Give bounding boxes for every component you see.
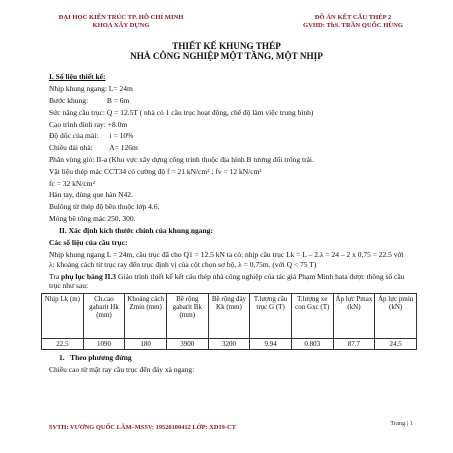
design-item: Sức nâng cầu trục: Q = 12.5T ( nhà có 1 cầu trục hoạt động, chế độ làm việc trung bình) xyxy=(49,107,314,117)
table-cell: 3200 xyxy=(208,339,250,350)
design-item: Chiều dài nhà: A= 126m xyxy=(49,143,138,153)
crane-span-paragraph: Nhịp khung ngang L = 24m, cầu trục đã cho Q1 = 12.5 kN ta có: nhịp cầu trục Lk = L – 2.λ = 24 – 2 x 0,75 = 22.5 với λ: khoảng cách từ trục ray đến trục định vị của cột chọn sơ bộ, λ = 0,75m. (với Q < 75 T) xyxy=(49,250,404,269)
table-cell: 1090 xyxy=(83,339,125,350)
document-title xyxy=(0,41,453,61)
table-header-cell: T.lượng xe con Gxc (T) xyxy=(291,294,333,339)
design-item: Móng bê tông mác 250, 300. xyxy=(49,214,136,224)
design-item: Bulông từ thép độ bền thuộc lớp 4.6. xyxy=(49,202,160,212)
table-header-cell: Nhịp Lk (m) xyxy=(42,294,84,339)
design-item: fc = 32 kN/cm² xyxy=(49,178,95,188)
table-reference-paragraph: Tra phụ lục bảng II.3 Giáo trình thiết kế kết cấu thép nhà công nghiệp của tác giả Phạm Minh hata được thông số cầu trục như sau: xyxy=(49,271,405,290)
design-item: Nhịp khung ngang: L= 24m xyxy=(49,84,133,94)
table-header-cell: Khoảng cách Zmin (mm) xyxy=(125,294,167,339)
school-header xyxy=(46,14,196,30)
table-cell: 9.94 xyxy=(250,339,292,350)
table-header-cell: Bề rộng đáy Kk (mm) xyxy=(208,294,250,339)
table-cell: 87.7 xyxy=(333,339,375,350)
table-row xyxy=(42,339,417,350)
table-header-cell: Ch.cao gabarit Hk (mm) xyxy=(83,294,125,339)
course-name: ĐỒ ÁN KẾT CẤU THÉP 2 xyxy=(314,14,392,21)
crane-parameters-table xyxy=(41,293,417,350)
title-line-1: THIẾT KẾ KHUNG THÉP xyxy=(172,41,281,51)
design-item: Độ dốc của mái: i = 10% xyxy=(49,131,134,141)
faculty-name: KHOA XÂY DỰNG xyxy=(92,22,150,29)
section-1-heading: I. Số liệu thiết kế: xyxy=(49,72,106,81)
design-item: Hàn tay, dùng que hàn N42. xyxy=(49,190,133,200)
table-header-cell: Bề rộng gabarit Bk (mm) xyxy=(166,294,208,339)
design-item: Bước khung: B = 6m xyxy=(49,96,130,106)
section-3-text: Chiều cao từ mặt ray cầu trục đến đáy xà ngang: xyxy=(49,365,195,375)
table-header-cell: Áp lực pmin (kN) xyxy=(375,294,417,339)
design-item: Cao trình đỉnh ray: +8.0m xyxy=(49,119,128,129)
page-number: Trang | 1 xyxy=(390,420,413,427)
design-item: Phân vùng gió: II-a (Khu vực xây dựng công trình thuộc địa hình B tương đối trống trải. xyxy=(49,155,314,165)
section-3-heading: 1. Theo phương đứng xyxy=(59,353,132,363)
table-cell: 180 xyxy=(125,339,167,350)
instructor-name: GVHD: ThS. TRẦN QUỐC HÙNG xyxy=(303,22,403,29)
school-name: ĐẠI HỌC KIẾN TRÚC TP. HỒ CHÍ MINH xyxy=(58,14,184,21)
document-body xyxy=(44,70,414,377)
crane-data-heading: Các số liệu của cầu trục: xyxy=(49,238,128,248)
section-2-heading: II. Xác định kích thước chính của khung ngang: xyxy=(59,225,213,235)
design-item: Vật liệu thép mác CCT34 có cường độ f = 21 kN/cm² ; fv = 12 kN/cm² xyxy=(49,166,262,176)
table-header-cell: Áp lực Pmax (kN) xyxy=(333,294,375,339)
table-cell: 22.5 xyxy=(42,339,84,350)
student-footer: SVTH: VƯƠNG QUỐC LÂM–MSSV: 19520100412 LỚP: XD19-CT xyxy=(49,424,236,431)
table-cell: 0.803 xyxy=(291,339,333,350)
table-cell: 24.5 xyxy=(375,339,417,350)
course-header xyxy=(293,14,413,30)
title-line-2: NHÀ CÔNG NGHIỆP MỘT TẦNG, MỘT NHỊP xyxy=(130,51,323,61)
table-cell: 3900 xyxy=(166,339,208,350)
table-header-cell: T.lượng cầu trục G (T) xyxy=(250,294,292,339)
